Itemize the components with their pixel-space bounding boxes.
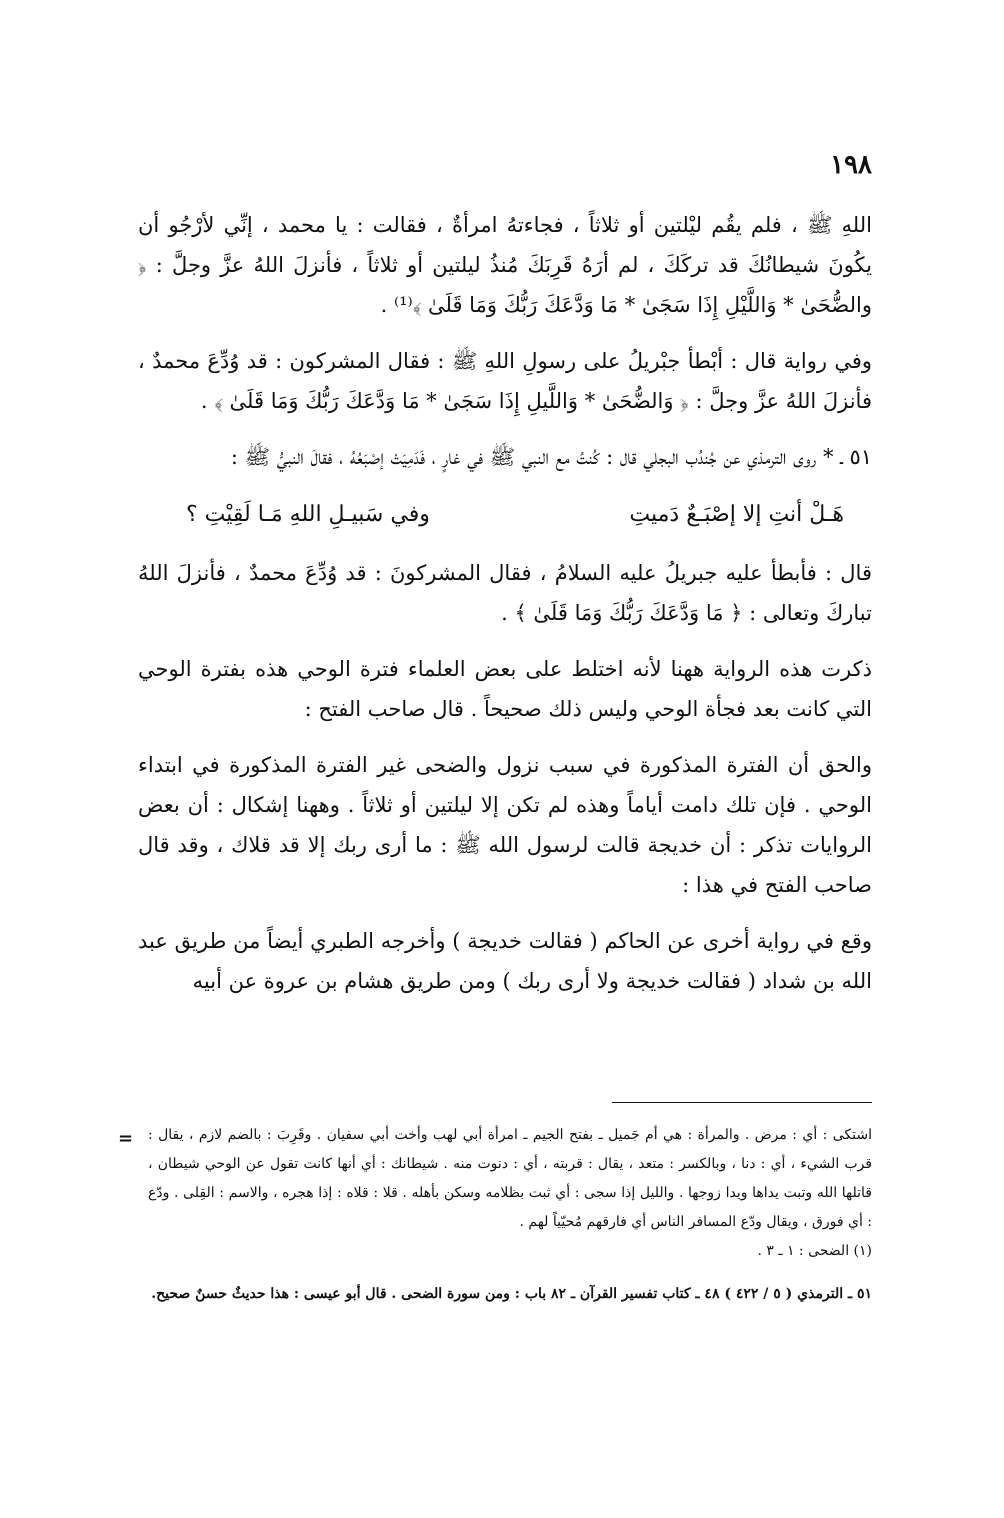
footnote-glossary: اشتكى : أي : مرض . والمرأة : هي أم جَميل ـ بفتح الجيم ـ امرأة أبي لهب وأخت أبي سفيان . وقَرِبَ : بالضم لازم ، يقال : قرب الشيء ، أي : دنا ، وبالكسر : متعد ، يقال : قربته ، أي : دنوت منه . شيطانك : أي أنها كانت تقول عن الوحي شيطان ، قاتلها الله وتبت يداها ويدا زوجها . والليل إذا سجى : أي ثبت بظلامه وسكن بأهله . قلا : قلاه : إذا هجره ، والاسم : القِلى . ودّع : أي فورق ، ويقال ودّع المسافر الناس أي فارقهم مُحيّياً لهم . (148, 1127, 872, 1230)
footnote-continuation-mark: = (118, 1128, 134, 1149)
paragraph-4: قال : فأبطأ عليه جبريلُ عليه السلامُ ، فقال المشركونَ : قد وُدِّعَ محمدٌ ، فأنزلَ اللهُ تباركَ وتعالى : ﴿ مَا وَدَّعَكَ رَبُّكَ وَمَا قَلَىٰ ﴾ . (138, 561, 872, 625)
footnotes (118, 1102, 872, 1309)
paragraph-6: والحق أن الفترة المذكورة في سبب نزول والضحى غير الفترة المذكورة في ابتداء الوحي . فإن تلك دامت أياماً وهذه لم تكن إلا ليلتين أو ثلاثاً . وههنا إشكال : أن بعض الروايات تذكر : أن خديجة قالت لرسول الله ﷺ : ما أرى ربك إلا قد قلاك ، وقد قال صاحب الفتح في هذا : (138, 753, 872, 897)
verse-first-hemistich: هَـلْ أنتِ إلا إصْبَـعٌ دَميتِ (629, 502, 844, 527)
main-text (138, 205, 872, 1017)
page-number: ١٩٨ (830, 150, 872, 180)
verse-second-hemistich: وفي سَبيـلِ اللهِ مَـا لَقِيْتِ ؟ (186, 502, 430, 527)
footnote-reference-51: ٥١ ـ الترمذي ( ٥ / ٤٢٢ ) ٤٨ ـ كتاب تفسير القرآن ـ ٨٢ باب : ومن سورة الضحى . قال أبو عيسى : هذا حديثٌ حسنٌ صحيح. (151, 1286, 872, 1302)
paragraph-2: وفي رواية قال : أبْطأ جبْريلُ على رسولِ اللهِ ﷺ : فقال المشركون : قد وُدِّعَ محمدٌ ، فأنزلَ اللهُ عزَّ وجلَّ : ﴿ وَالضُّحَىٰ * وَاللَّيلِ إِذَا سَجَىٰ * مَا وَدَّعَكَ رَبُّكَ وَمَا قَلَىٰ ﴾ . (138, 349, 872, 413)
paragraph-3-hadith-51: ٥١ ـ * روى الترمذي عن جُندُب البجلي قال : كُنتُ مع النبي ﷺ في غارٍ ، فَدَمِيَتْ إصْبَعُهُ ، فقالَ النبيُّ ﷺ : (230, 445, 872, 469)
paragraph-7: وقع في رواية أخرى عن الحاكم ( فقالت خديجة ) وأخرجه الطبري أيضاً من طريق عبد الله بن شداد ( فقالت خديجة ولا أرى ربك ) ومن طريق هشام بن عروة عن أبيه (138, 929, 872, 993)
footnote-separator (612, 1102, 872, 1103)
footnote-1: (١) الضحى : ١ ـ ٣ . (757, 1243, 872, 1259)
paragraph-5: ذكرت هذه الرواية ههنا لأنه اختلط على بعض العلماء فترة الوحي هذه بفترة الوحي التي كانت بعد فجأة الوحي وليس ذلك صحيحاً . قال صاحب الفتح : (138, 657, 872, 721)
paragraph-1: اللهِ ﷺ ، فلم يقُم ليْلتين أو ثلاثاً ، فجاءتهُ امرأةٌ ، فقالت : يا محمد ، إنِّي لأرْجُو أن يكُونَ شيطانُكَ قد تركَكَ ، لم أرَهُ قَرِبَكَ مُنذُ ليلتين أو ثلاثاً ، فأنزلَ اللهُ عزَّ وجلَّ : ﴿ والضُّحَىٰ * وَاللَّيْلِ إِذَا سَجَىٰ * مَا وَدَّعَكَ رَبُّكَ وَمَا قَلَىٰ ﴾⁽¹⁾ . (138, 213, 872, 317)
poetry-verse (138, 493, 872, 537)
